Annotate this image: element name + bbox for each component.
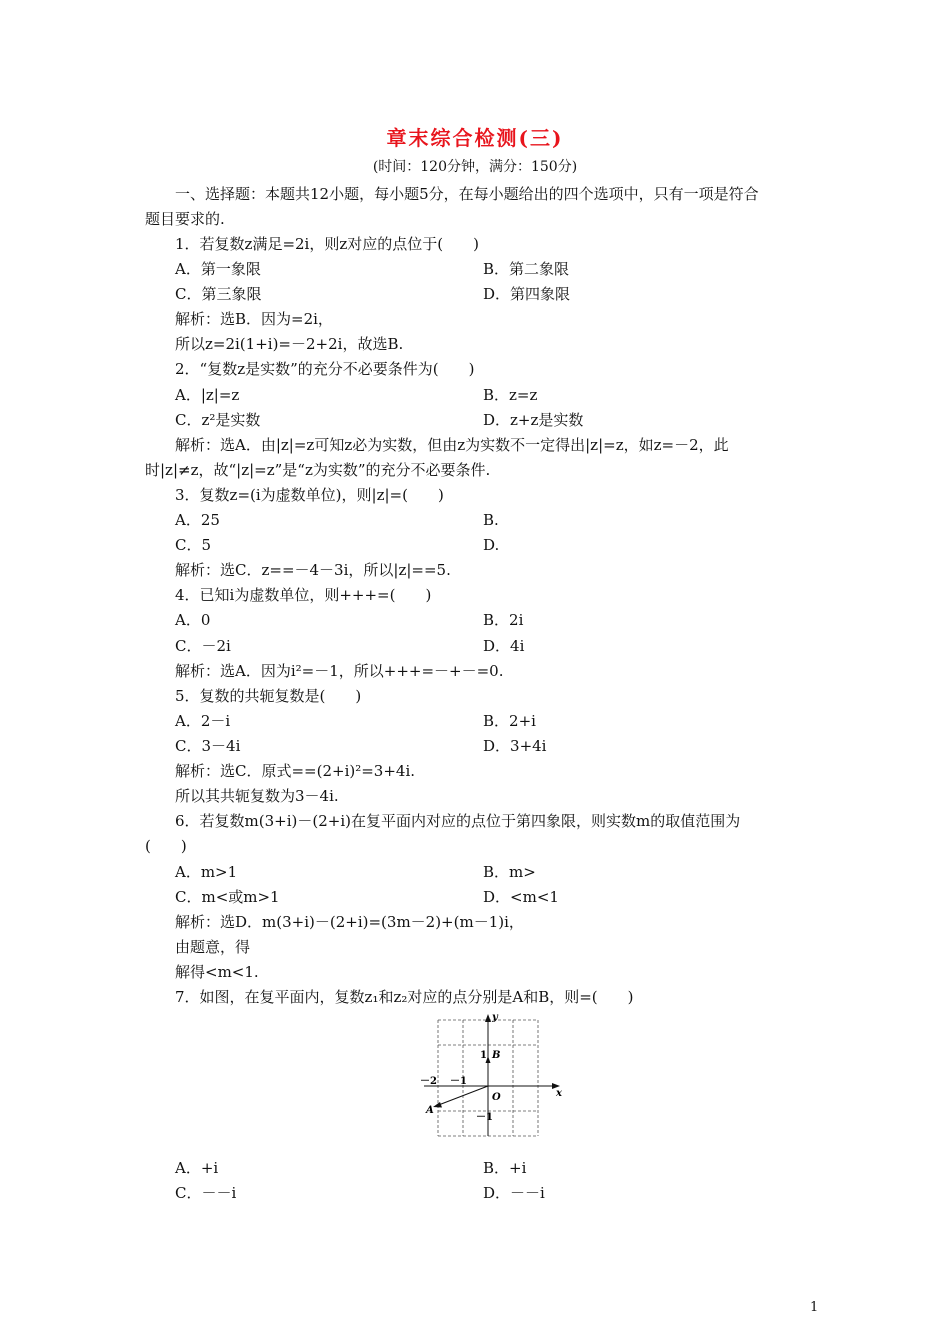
q2-stem: 2．“复数z是实数”的充分不必要条件为( ) [175,360,475,378]
x-tick-minus2-label: －2 [420,1076,437,1087]
point-b-label: B [492,1050,501,1061]
q6-solution-1: 解析：选D．m(3+i)－(2+i)=(3m－2)+(m－1)i， [175,913,524,931]
exam-info: (时间：120分钟，满分：150分) [372,159,578,175]
q2-solution-2: 时|z|≠z，故“|z|=z”是“z为实数”的充分不必要条件. [145,461,491,479]
q2-option-b: B．z=z [483,386,538,404]
q6-solution-3: 解得<m<1. [175,963,259,981]
q5-option-c: C．3－4i [175,737,241,755]
section-intro-line-1: 一、选择题：本题共12小题，每小题5分，在每小题给出的四个选项中，只有一项是符合 [175,185,759,203]
q1-option-c: C．第三象限 [175,285,262,303]
q6-stem-2: ( ) [145,837,187,855]
q7-option-d: D．－－i [483,1184,545,1202]
q6-option-b: B．m> [483,863,536,881]
page-number: 1 [810,1300,819,1315]
q2-option-c: C．z²是实数 [175,411,261,429]
q2-option-a: A．|z|=z [175,386,240,404]
q4-option-d: D．4i [483,637,525,655]
point-a-label: A [426,1105,434,1116]
q1-option-a: A．第一象限 [175,260,261,278]
y-tick-1-label: 1 [480,1050,487,1061]
q6-option-c: C．m<或m>1 [175,888,280,906]
q6-option-d: D．<m<1 [483,888,559,906]
q1-option-b: B．第二象限 [483,260,570,278]
q1-solution-1: 解析：选B．因为=2i， [175,310,333,328]
q5-solution-2: 所以其共轭复数为3－4i. [175,787,339,805]
page-title: 章末综合检测(三) [386,126,564,150]
q7-option-b: B．+i [483,1159,527,1177]
q3-solution-1: 解析：选C．z==－4－3i，所以|z|==5. [175,561,451,579]
q4-stem: 4．已知i为虚数单位，则+++=( ) [175,586,432,604]
q7-option-c: C．－－i [175,1184,237,1202]
q1-solution-2: 所以z=2i(1+i)=－2+2i，故选B. [175,335,404,353]
y-tick-minus1-label: －1 [476,1112,493,1123]
q5-solution-1: 解析：选C．原式==(2+i)²=3+4i. [175,762,416,780]
q6-solution-2: 由题意，得 [175,938,251,956]
q2-option-d: D．z+z是实数 [483,411,584,429]
q3-option-c: C．5 [175,536,212,554]
q3-option-d: D. [483,536,500,554]
q5-stem: 5．复数的共轭复数是( ) [175,687,362,705]
q5-option-d: D．3+4i [483,737,547,755]
axis-x-label: x [556,1088,562,1099]
x-tick-minus1-label: －1 [450,1076,467,1087]
q5-option-b: B．2+i [483,712,536,730]
q6-option-a: A．m>1 [175,863,238,881]
q7-option-a: A．+i [175,1159,219,1177]
q1-stem: 1．若复数z满足=2i，则z对应的点位于( ) [175,235,479,253]
q4-option-c: C．－2i [175,637,231,655]
q4-option-a: A．0 [175,611,211,629]
axis-y-label: y [492,1012,498,1023]
q3-option-a: A．25 [175,511,220,529]
q4-option-b: B．2i [483,611,524,629]
q6-stem-1: 6．若复数m(3+i)－(2+i)在复平面内对应的点位于第四象限，则实数m的取值范围为 [175,812,741,830]
section-intro-line-2: 题目要求的. [145,210,225,228]
q3-stem: 3．复数z=(i为虚数单位)，则|z|=( ) [175,486,444,504]
origin-label: O [492,1092,501,1103]
q4-solution-1: 解析：选A．因为i²=－1，所以+++=－+－=0. [175,662,504,680]
complex-plane-figure [418,1012,568,1140]
q3-option-b: B. [483,511,499,529]
q2-solution-1: 解析：选A．由|z|=z可知z必为实数，但由z为实数不一定得出|z|=z，如z=－2，此 [175,436,729,454]
q7-stem: 7．如图，在复平面内，复数z₁和z₂对应的点分别是A和B，则=( ) [175,988,634,1006]
q1-option-d: D．第四象限 [483,285,571,303]
q5-option-a: A．2－i [175,712,231,730]
